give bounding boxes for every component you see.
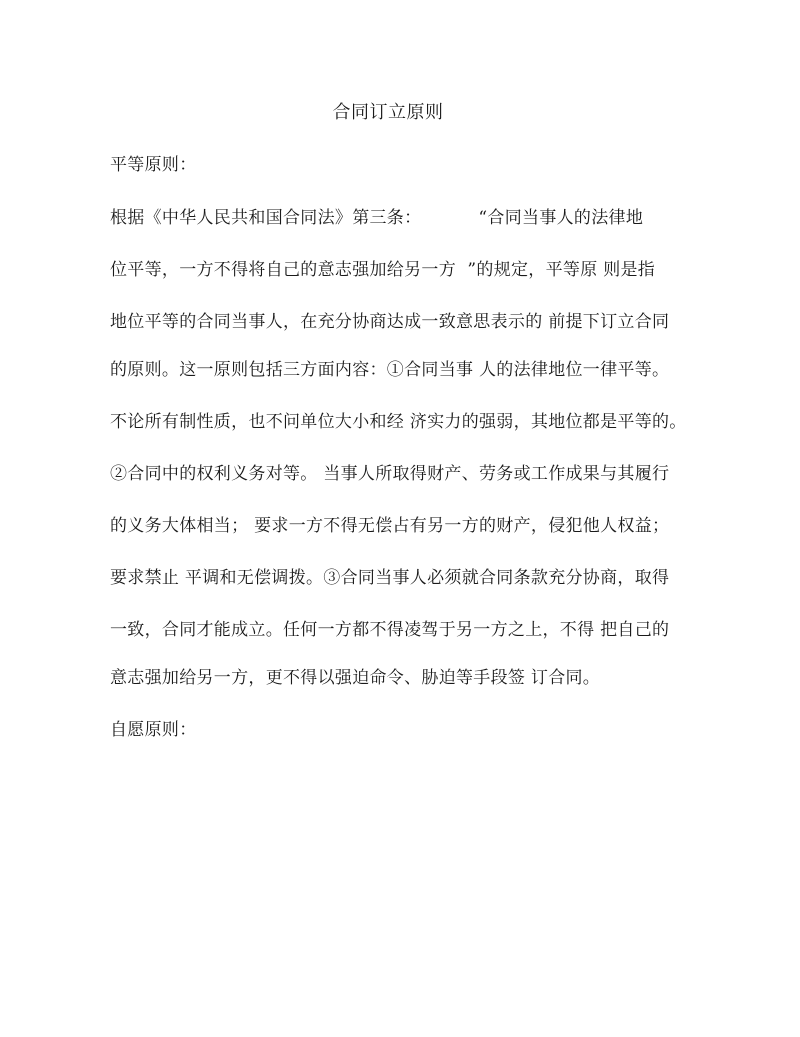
paragraph-line: ②合同中的权利义务对等。 当事人所取得财产、劳务或工作成果与其履行 xyxy=(110,464,670,484)
paragraph-line: 一致，合同才能成立。任何一方都不得凌驾于另一方之上，不得 把自己的 xyxy=(110,620,670,640)
page-title: 合同订立原则 xyxy=(332,102,444,123)
paragraph-line: 位平等，一方不得将自己的意志强加给另一方 ”的规定，平等原 则是指 xyxy=(110,260,656,280)
section-heading-equality: 平等原则： xyxy=(110,155,197,175)
paragraph-line: 不论所有制性质，也不问单位大小和经 济实力的强弱，其地位都是平等的。 xyxy=(110,412,687,432)
section-heading-voluntariness: 自愿原则： xyxy=(110,720,197,740)
paragraph-line: 意志强加给另一方，更不得以强迫命令、胁迫等手段签 订合同。 xyxy=(110,668,601,688)
paragraph-line: 要求禁止 平调和无偿调拨。③合同当事人必须就合同条款充分协商，取得 xyxy=(110,568,670,588)
paragraph-line: 的义务大体相当； 要求一方不得无偿占有另一方的财产，侵犯他人权益； xyxy=(110,516,670,536)
paragraph-line: 的原则。这一原则包括三方面内容：①合同当事 人的法律地位一律平等。 xyxy=(110,360,670,380)
paragraph-line: 地位平等的合同当事人，在充分协商达成一致意思表示的 前提下订立合同 xyxy=(110,312,670,332)
paragraph-line: 根据《中华人民共和国合同法》第三条： “合同当事人的法律地 xyxy=(110,208,644,228)
